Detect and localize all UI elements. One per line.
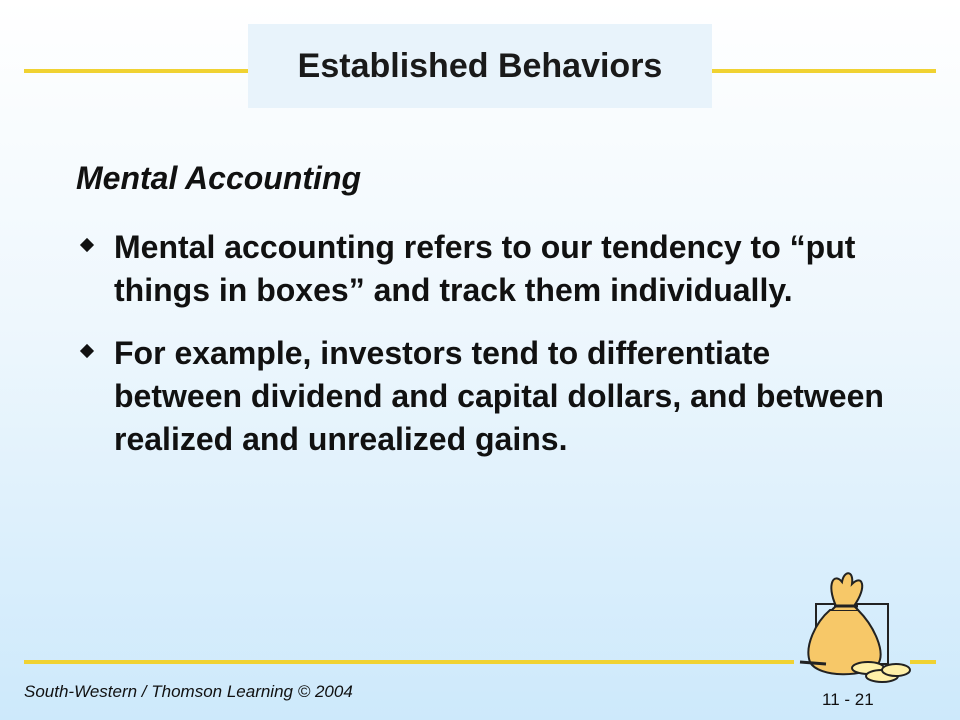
title-box — [248, 24, 712, 108]
bullet-item — [76, 332, 896, 461]
slide-title: Established Behaviors — [297, 46, 663, 85]
bullet-list — [76, 226, 896, 481]
footer-source: South-Western / Thomson Learning © 2004 — [24, 682, 353, 701]
page-number: 11 - 21 — [822, 690, 874, 709]
slide-subheading: Mental Accounting — [76, 160, 362, 196]
title-rule-right — [712, 69, 936, 73]
diamond-bullet-icon — [80, 344, 94, 358]
bullet-item — [76, 226, 896, 312]
footer-rule-right — [910, 660, 936, 664]
title-rule-left — [24, 69, 248, 73]
footer-rule-left — [24, 660, 794, 664]
money-bag-icon — [796, 566, 912, 686]
diamond-bullet-icon — [80, 238, 94, 252]
bullet-text: For example, investors tend to differentiate between dividend and capital dollars, and between realized and unrealized gains. — [114, 335, 884, 457]
bullet-text: Mental accounting refers to our tendency to “put things in boxes” and track them individually. — [114, 229, 856, 308]
